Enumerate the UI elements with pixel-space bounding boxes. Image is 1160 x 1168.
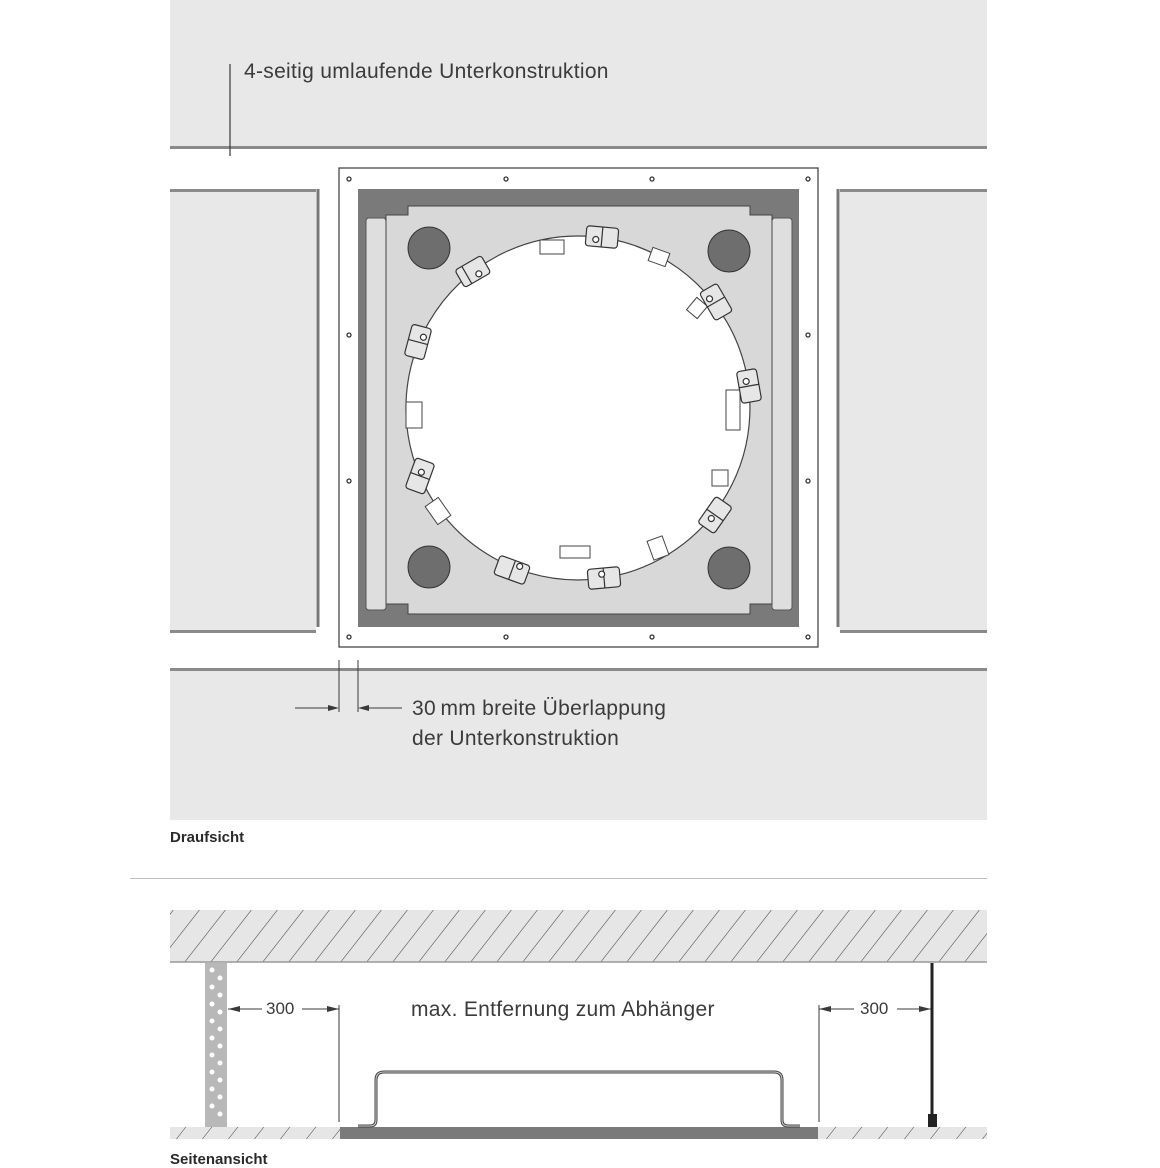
side-view-caption: Seitenansicht: [170, 1151, 268, 1168]
dimension-left: 300: [266, 999, 295, 1018]
overlap-label-line1: 30 mm breite Überlappung: [412, 697, 667, 720]
overlap-label-line2: der Unterkonstruktion: [412, 727, 620, 750]
top-view-caption: Draufsicht: [170, 829, 245, 846]
dimension-right: 300: [860, 999, 889, 1018]
substructure-label: 4-seitig umlaufende Unterkonstruktion: [244, 60, 609, 83]
max-distance-label: max. Entfernung zum Abhänger: [411, 998, 715, 1021]
